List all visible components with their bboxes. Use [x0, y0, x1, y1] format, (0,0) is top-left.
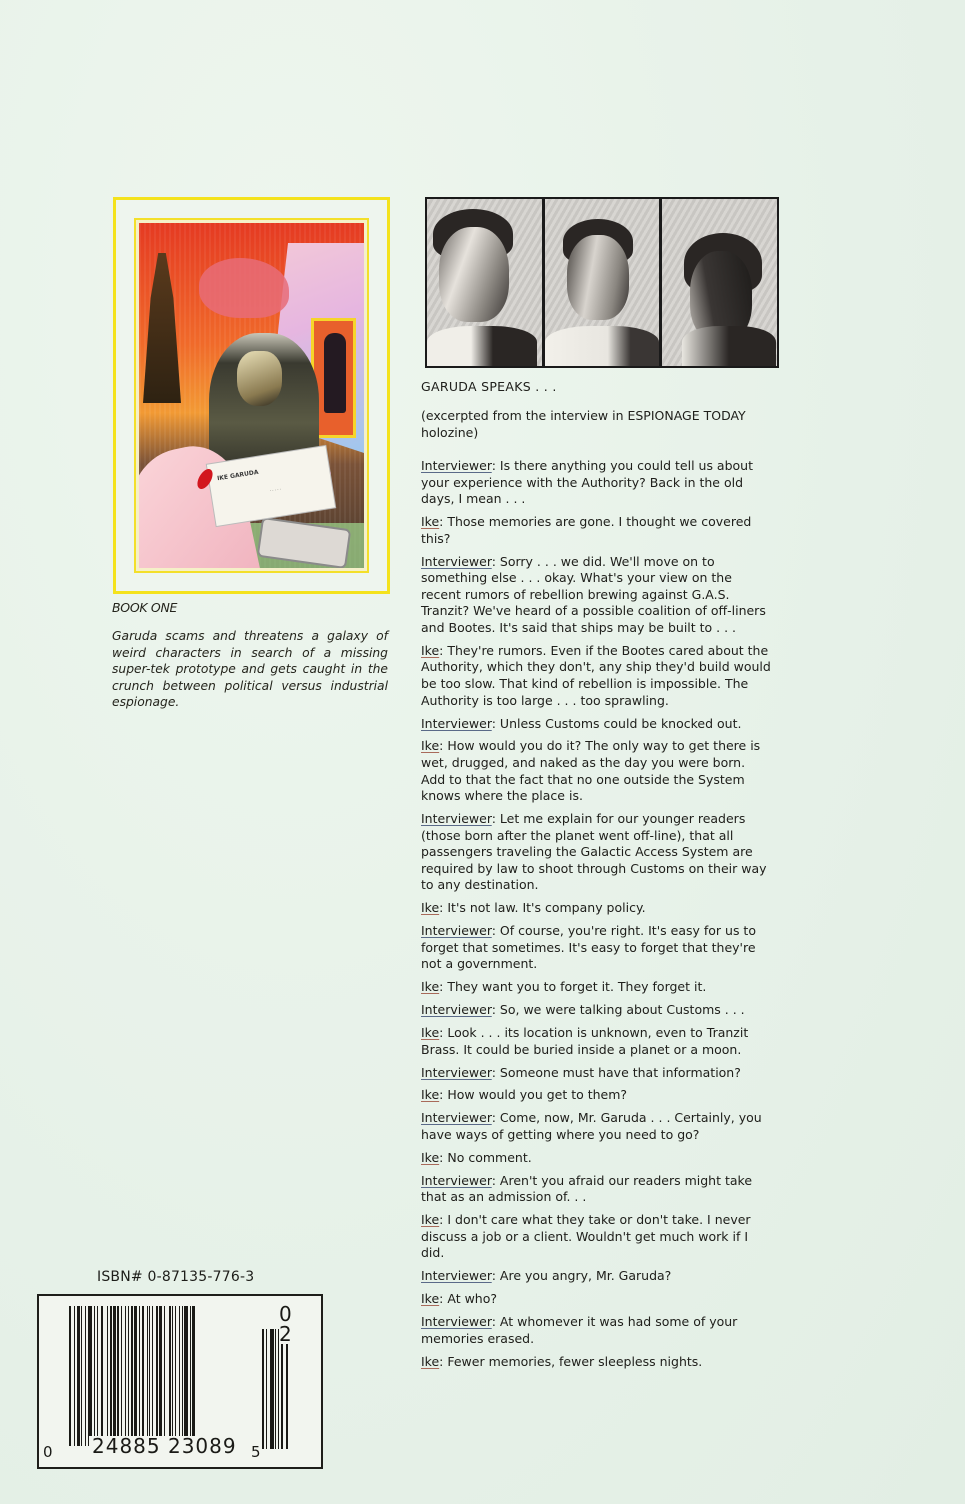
book-label: BOOK ONE — [112, 600, 178, 615]
interview-exchange — [421, 1150, 773, 1167]
speaker-name: Ike — [421, 1025, 440, 1041]
photo-strip — [425, 197, 779, 368]
interview-exchange — [421, 1354, 773, 1371]
interview-exchange — [421, 1173, 773, 1206]
isbn-label: ISBN# 0-87135-776-3 — [97, 1269, 255, 1285]
speaker-text: : How would you do it? The only way to get there is wet, drugged, and naked as the day you were born. Add to that the fact that no one outside the System knows where the place is. — [421, 738, 761, 804]
book-blurb: Garuda scams and threatens a galaxy of weird characters in search of a missing super-tek prototype and gets caught in the crunch between political versus industrial espionage. — [112, 629, 388, 710]
speaker-text: : Sorry . . . we did. We'll move on to something else . . . okay. What's your view on the recent rumors of rebellion brewing against G.A.S. Tranzit? We've heard of a possible coalition of off-liners and Bootes. It's said that ships may be built to . . . — [421, 553, 766, 635]
interview-exchange — [421, 458, 773, 508]
interview-exchange — [421, 1065, 773, 1082]
interview-exchange — [421, 1087, 773, 1104]
interview-exchange — [421, 514, 773, 547]
speaker-text: : It's not law. It's company policy. — [439, 900, 646, 916]
interview-exchange — [421, 979, 773, 996]
speaker-name: Interviewer — [421, 923, 492, 939]
speaker-name: Interviewer — [421, 811, 492, 827]
speaker-text: : Look . . . its location is unknown, even to Tranzit Brass. It could be buried inside a planet or a moon. — [421, 1025, 749, 1057]
speaker-name: Ike — [421, 514, 440, 530]
speaker-name: Interviewer — [421, 1314, 492, 1330]
speaker-text: : So, we were talking about Customs . . . — [491, 1002, 745, 1018]
interview-exchange — [421, 1268, 773, 1285]
barcode-bars — [69, 1306, 196, 1446]
interview-exchange — [421, 1025, 773, 1058]
speaker-name: Interviewer — [421, 1002, 492, 1018]
portrait-photo-1 — [427, 199, 542, 366]
speaker-name: Interviewer — [421, 1110, 492, 1126]
cover-art-inner-border — [134, 218, 369, 573]
speaker-text: : No comment. — [439, 1149, 532, 1165]
speaker-text: : They're rumors. Even if the Bootes cared about the Authority, which they don't, any ship they'd build would be too slow. That kind of rebellion is impossible. The Authority is too large . . . too sprawling. — [421, 642, 771, 708]
excerpt-note: (excerpted from the interview in ESPIONAGE TODAY holozine) — [421, 408, 746, 440]
art-card-text: IKE GARUDA — [216, 468, 260, 483]
barcode-middle-digits: 24885 23089 — [89, 1436, 240, 1456]
speaker-text: : Unless Customs could be knocked out. — [491, 715, 742, 731]
speaker-name: Ike — [421, 900, 440, 916]
art-card-subtext: · · · · · — [269, 486, 282, 494]
portrait-photo-3 — [662, 199, 777, 366]
barcode — [37, 1294, 323, 1469]
interview-exchange — [421, 1291, 773, 1308]
speaker-text: : I don't care what they take or don't take. I never discuss a job or a client. Wouldn't get much work if I did. — [421, 1212, 751, 1261]
speaker-name: Ike — [421, 738, 440, 754]
speaker-name: Interviewer — [421, 553, 492, 569]
interview-exchange — [421, 738, 773, 804]
cover-art-frame — [113, 197, 390, 594]
interview-exchange — [421, 811, 773, 894]
interview-exchange — [421, 716, 773, 733]
speaker-name: Ike — [421, 1087, 440, 1103]
portrait-photo-2 — [545, 199, 660, 366]
speaker-text: : Let me explain for our younger readers (those born after the planet went off-line), that all passengers traveling the Galactic Access System are required by law to shoot through Customs on their way to any destination. — [421, 811, 767, 893]
speaker-name: Ike — [421, 1291, 440, 1307]
speaker-name: Ike — [421, 979, 440, 995]
photo-caption: GARUDA SPEAKS . . . — [421, 379, 557, 394]
speaker-name: Ike — [421, 642, 440, 658]
speaker-text: : Are you angry, Mr. Garuda? — [491, 1268, 672, 1284]
speaker-name: Interviewer — [421, 715, 492, 731]
speaker-name: Ike — [421, 1212, 440, 1228]
interview-exchange — [421, 900, 773, 917]
speaker-text: : Aren't you afraid our readers might take that as an admission of. . . — [421, 1172, 753, 1205]
speaker-name: Interviewer — [421, 1172, 492, 1188]
barcode-supplement-bars — [262, 1329, 288, 1449]
interview-exchange — [421, 1002, 773, 1019]
speaker-text: : Come, now, Mr. Garuda . . . Certainly, you have ways of getting where you need to go? — [421, 1110, 762, 1142]
speaker-text: : Is there anything you could tell us about your experience with the Authority? Back in the old days, I mean . . . — [421, 458, 753, 507]
barcode-left-digit: 0 — [43, 1443, 53, 1461]
interview-exchange — [421, 554, 773, 637]
speaker-text: : Those memories are gone. I thought we covered this? — [421, 514, 752, 546]
speaker-text: : At who? — [439, 1291, 497, 1307]
barcode-supplement-digits: 0 2 — [279, 1304, 321, 1344]
speaker-text: : Someone must have that information? — [491, 1064, 741, 1080]
speaker-name: Interviewer — [421, 458, 492, 473]
art-tower — [143, 253, 181, 403]
art-silhouette-figure — [324, 333, 346, 413]
interview-exchange — [421, 1212, 773, 1262]
art-woman-hair — [199, 258, 289, 318]
interview-exchange — [421, 1110, 773, 1143]
interview-exchange — [421, 1314, 773, 1347]
cover-illustration — [139, 223, 364, 568]
interview-exchange — [421, 643, 773, 709]
art-man-face — [237, 351, 282, 406]
speaker-name: Ike — [421, 1149, 440, 1165]
speaker-text: : Of course, you're right. It's easy for us to forget that sometimes. It's easy to forget that they're not a government. — [421, 923, 756, 972]
interview-exchange — [421, 923, 773, 973]
speaker-text: : Fewer memories, fewer sleepless nights. — [439, 1353, 703, 1369]
speaker-name: Interviewer — [421, 1064, 492, 1080]
speaker-text: : How would you get to them? — [439, 1087, 628, 1103]
speaker-text: : At whomever it was had some of your memories erased. — [421, 1314, 738, 1346]
interview-transcript — [421, 458, 773, 1376]
speaker-text: : They want you to forget it. They forget it. — [439, 979, 707, 995]
barcode-right-digit: 5 — [251, 1443, 261, 1461]
speaker-name: Interviewer — [421, 1268, 492, 1284]
speaker-name: Ike — [421, 1353, 440, 1369]
